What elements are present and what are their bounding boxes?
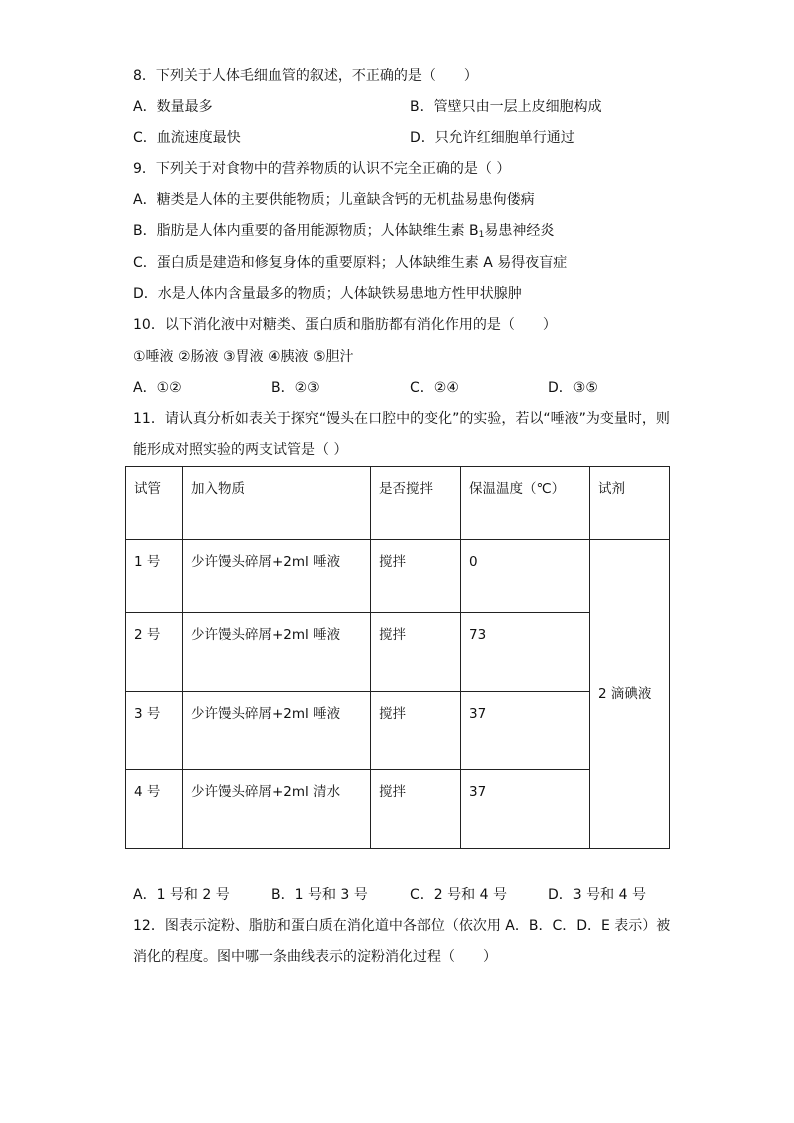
header-stir: 是否搅拌 (371, 467, 461, 540)
table-row (126, 613, 670, 692)
q9-option-b-text: B．脂肪是人体内重要的备用能源物质；人体缺维生素 B (133, 223, 479, 239)
cell-temperature: 37 (461, 770, 590, 849)
cell-substance: 少许馒头碎屑+2ml 唾液 (183, 540, 371, 613)
q8-stem: 8．下列关于人体毛细血管的叙述，不正确的是（ ） (133, 68, 478, 84)
q9-option-b (133, 221, 554, 245)
cell-temperature: 0 (461, 540, 590, 613)
cell-tube: 3 号 (126, 692, 183, 770)
q11-option-a: A．1 号和 2 号 (133, 887, 230, 903)
cell-temperature: 73 (461, 613, 590, 692)
q11-stem-line1: 11．请认真分析如表关于探究“馒头在口腔中的变化”的实验，若以“唾液”为变量时，则 (133, 411, 670, 427)
cell-substance: 少许馒头碎屑+2ml 唾液 (183, 692, 371, 770)
table-row (126, 540, 670, 613)
q9-option-b-subscript: 1 (478, 230, 485, 240)
cell-tube: 1 号 (126, 540, 183, 613)
q9-option-d: D．水是人体内含量最多的物质；人体缺铁易患地方性甲状腺肿 (133, 286, 522, 302)
header-tube: 试管 (126, 467, 183, 540)
q10-option-a: A．①② (133, 380, 182, 396)
cell-substance: 少许馒头碎屑+2ml 清水 (183, 770, 371, 849)
cell-stir: 搅拌 (371, 770, 461, 849)
cell-stir: 搅拌 (371, 692, 461, 770)
q9-stem: 9．下列关于对食物中的营养物质的认识不完全正确的是（ ） (133, 161, 511, 177)
experiment-table (125, 466, 670, 849)
q8-option-d: D．只允许红细胞单行通过 (410, 130, 575, 146)
cell-tube: 4 号 (126, 770, 183, 849)
cell-stir: 搅拌 (371, 613, 461, 692)
q8-option-c: C．血流速度最快 (133, 130, 241, 146)
header-reagent: 试剂 (590, 467, 670, 540)
q12-stem-line2: 消化的程度。图中哪一条曲线表示的淀粉消化过程（ ） (133, 949, 497, 965)
cell-tube: 2 号 (126, 613, 183, 692)
q9-option-c: C．蛋白质是建造和修复身体的重要原料；人体缺维生素 A 易得夜盲症 (133, 255, 568, 271)
table-header-row (126, 467, 670, 540)
header-temperature: 保温温度（℃） (461, 467, 590, 540)
header-substance: 加入物质 (183, 467, 371, 540)
q11-option-d: D．3 号和 4 号 (548, 887, 646, 903)
q8-option-a: A．数量最多 (133, 99, 213, 115)
q11-option-b: B．1 号和 3 号 (271, 887, 368, 903)
q10-option-b: B．②③ (271, 380, 320, 396)
cell-substance: 少许馒头碎屑+2ml 唾液 (183, 613, 371, 692)
q11-option-c: C．2 号和 4 号 (410, 887, 507, 903)
q10-stem: 10．以下消化液中对糖类、蛋白质和脂肪都有消化作用的是（ ） (133, 317, 557, 333)
table-row (126, 692, 670, 770)
q10-option-c: C．②④ (410, 380, 459, 396)
q11-stem-line2: 能形成对照实验的两支试管是（ ） (133, 442, 348, 458)
q9-option-a: A．糖类是人体的主要供能物质；儿童缺含钙的无机盐易患佝偻病 (133, 192, 535, 208)
q10-items: ①唾液 ②肠液 ③胃液 ④胰液 ⑤胆汁 (133, 349, 354, 365)
q12-stem-line1: 12．图表示淀粉、脂肪和蛋白质在消化道中各部位（依次用 A．B．C．D．E 表示）被 (133, 918, 671, 934)
cell-temperature: 37 (461, 692, 590, 770)
q10-option-d: D．③⑤ (548, 380, 598, 396)
cell-stir: 搅拌 (371, 540, 461, 613)
table-row (126, 770, 670, 849)
cell-reagent: 2 滴碘液 (590, 540, 670, 849)
q8-option-b: B．管壁只由一层上皮细胞构成 (410, 99, 602, 115)
q9-option-b-tail: 易患神经炎 (484, 223, 555, 239)
